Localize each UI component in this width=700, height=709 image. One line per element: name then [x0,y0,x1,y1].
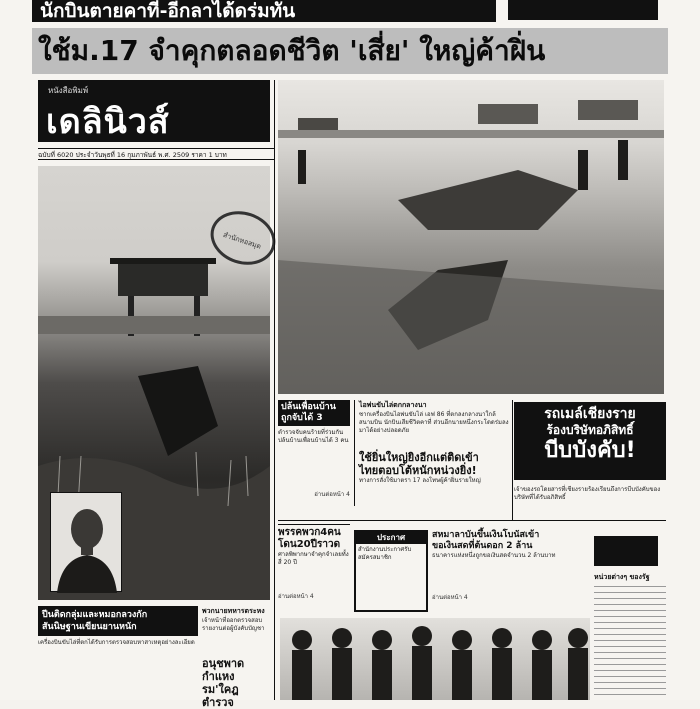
right-list-title: หน่วยต่างๆ ของรัฐ [594,573,650,581]
photo-control-tower [38,166,270,600]
robbery-continue: อ่านต่อหน้า 4 [314,491,350,498]
row-rule-1 [278,520,666,521]
masthead [38,80,270,142]
officer-title: พวกนายทหารตระหง [202,607,265,615]
story-officer [202,606,274,709]
photo-group-women [280,618,590,700]
masthead-small-label: หนังสือพิมพ์ [48,86,89,95]
bank-title: สหมาลาบันขึ้นเงินโบนัสเข้า ขอเงินสดที่ต้นดอก 2 ล้าน [432,530,540,551]
robbery-title: ปล้นเพื่อนบ้าน ถูกจับได้ 3 [278,400,350,426]
story-robbery [278,400,350,500]
story-party [278,524,350,616]
boxed-notice-text: สำนักงานประกาศรับสมัครสมาชิก [358,546,412,561]
column-rule-1 [274,80,275,700]
top-banner [32,0,496,22]
right-box [594,536,658,566]
right-list-lines [594,583,666,699]
top-right-box [508,0,658,20]
masthead-title: เดลินิวส์ [46,102,170,142]
portrait-inset [50,492,122,592]
group-title: ปีนติดกลุ่มและหมอกลวงกัก สันนิษฐานเขียนยานหนัก [38,606,198,636]
main-headline: ใช้ม.17 จำคุกตลอดชีวิต 'เสี่ย' ใหญ่ค้าฝิ่น [32,28,668,74]
column-rule-2 [512,400,513,520]
story-group [38,606,198,700]
issue-line: ฉบับที่ 6020 ประจำวันพุธที่ 16 กุมภาพันธ์ พ.ศ. 2509 ราคา 1 บาท [38,148,274,160]
photo-group-women-graphic [280,618,590,700]
boxed-notice-title: ประกาศ [356,532,426,544]
bus-headline: รถเมล์เชียงราย ร้องบริษัทอภิสิทธิ์ บีบบังคับ! [514,402,666,480]
stamp: สำนักหอสมุด [204,203,283,273]
officer-text: เจ้าหน้าที่ออกตรวจสอบรายงานต่อผู้บังคับบัญชา [202,617,265,632]
story-crash [354,400,510,506]
party-text: ศาลพิพากษาจำคุกจำเลยทั้งสี่ 20 ปี [278,551,349,566]
party-continue: อ่านต่อหน้า 4 [278,593,314,600]
group-text: เครื่องบินขับไล่ที่ตกได้รับการตรวจสอบหาสาเหตุอย่างละเอียด [38,639,195,646]
right-list [594,572,666,700]
bus-text: เจ้าของรถโดยสารที่เชียงรายร้องเรียนถึงการบีบบังคับของบริษัทที่ได้รับอภิสิทธิ์ [514,486,661,501]
photo-jet-crash [278,80,664,394]
crash-caption: ไอพ่นขับไล่ตกกลางนา [359,401,427,409]
opium-text: ทางการสั่งใช้มาตรา 17 ลงโทษผู้ค้าฝิ่นรายใหญ่ [359,477,481,484]
top-banner-text: นักบินตายคาที่-อีกลาได้ดร่มทัน [40,0,296,22]
robbery-text: ตำรวจจับคนร้ายที่ร่วมกันปล้นบ้านเพื่อนบ้านได้ 3 คน [278,429,349,444]
portrait-graphic [51,493,123,593]
boxed-notice [354,530,428,612]
bottom-headline: อนุชพาดกำแหง รม'ใคฎ ตำรวจ [202,657,245,709]
party-title: พรรคพวก4คน โดน20ปีราวด [278,527,341,550]
bank-continue: อ่านต่อหน้า 4 [432,594,468,601]
crash-paragraph: ซากเครื่องบินไอพ่นขับไล่ เอฟ 86 ที่ตกลงกลางนาใกล้สนามบิน นักบินเสียชีวิตคาที่ ส่วนอีกนายหนึ่งกระโดดร่มลงมาได้อย่างปลอดภัย [359,411,509,434]
photo-jet-crash-graphic [278,80,664,394]
bank-text: ธนาคารแห่งหนึ่งถูกขอเงินสดจำนวน 2 ล้านบาท [432,552,556,559]
opium-headline: ใช้ยิ่นใหญ่ยิงอีกแต่ติดเข้า ไทยตอบโต้หนักหน่วงยิ่ง! [359,451,479,477]
story-bank [432,530,588,614]
